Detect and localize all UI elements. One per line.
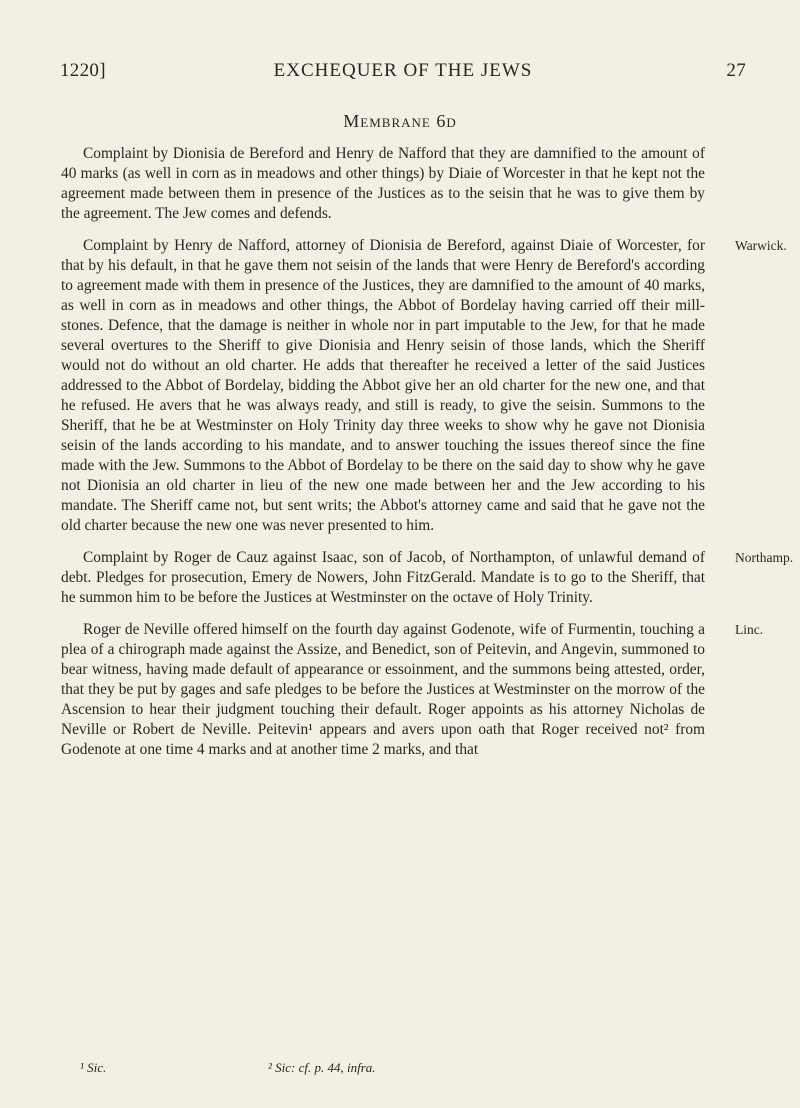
header-year: 1220] [60,60,106,81]
paragraph-text: Complaint by Dionisia de Bereford and Henry de Nafford that they are damnified to the amount of 40 marks (as well in corn as in meadows and other things) by Diaie of Worcester in that he kept not the agreement made between them in presence of the Justices as to the seisin that he was to give them by the agreement. The Jew comes and defends. [61,145,705,222]
paragraph-2 [61,236,787,536]
margin-note-northamp: Northamp. [735,550,794,565]
running-head [60,60,746,82]
section-title: Membrane 6d [343,111,457,131]
footnote-2: ² Sic: cf. p. 44, infra. [268,1060,376,1075]
paragraph-text: Complaint by Roger de Cauz against Isaac, son of Jacob, of Northampton, of unlawful demand of debt. Pledges for prosecution, Emery de Nowers, John FitzGerald. Mandate is to go to the Sheriff, that he summon him to be before the Justices at Westminster on the octave of Holy Trinity. [61,549,705,606]
paragraph-3 [61,548,794,608]
margin-note-linc: Linc. [735,622,764,637]
header-title: EXCHEQUER OF THE JEWS [273,60,533,81]
paragraph-1 [61,144,705,224]
paragraph-4 [61,620,764,760]
paragraph-text: Complaint by Henry de Nafford, attorney of Dionisia de Bereford, against Diaie of Worcester, for that by his default, in that he gave them not seisin of the lands that were Henry de Bereford's according to agreement made with them in presence of the Justices, they are damnified to the amount of 40 marks, as well in corn as in meadows and other things, the Abbot of Bordelay having carried off their mill-stones. Defence, that the damage is neither in whole nor in part imputable to the Jew, for that he made several overtures to the Sheriff to give Dionisia and Henry seisin of those lands, which the Sheriff would not do without an old charter. He adds that thereafter he received a letter of the said Justices addressed to the Abbot of Bordelay, bidding the Abbot give her an old charter for the new one, and that he refused. He avers that he was always ready, and still is ready, to give the seisin. Summons to the Sheriff, that he be at Westminster on Holy Trinity day three weeks to show why he gave not Dionisia seisin of the lands according to his mandate, and to answer touching the issues thereof since the fine made with the Jew. Summons to the Abbot of Bordelay to be there on the said day to show why he gave not Dionisia an old charter in lieu of the new one made between her and the Jew according to his mandate. The Sheriff came not, but sent writs; the Abbot's attorney came and said that he gave not the old charter because the new one was never presented to him. [61,237,705,534]
body-text [61,144,794,772]
page-number: 27 [726,60,746,81]
footnote-1: ¹ Sic. [80,1060,107,1075]
footnotes [80,1060,700,1080]
margin-note-warwick: Warwick. [735,238,787,253]
paragraph-text: Roger de Neville offered himself on the fourth day against Godenote, wife of Furmentin, touching a plea of a chirograph made against the Assize, and Benedict, son of Peitevin, and Angevin, summoned to bear witness, having made default of appearance or essoinment, and the summons being attested, order, that they be put by gages and safe pledges to be before the Justices at Westminster on the morrow of the Ascension to hear their judgment touching their default. Roger appoints as his attorney Nicholas de Neville or Robert de Neville. Peitevin¹ appears and avers upon oath that Roger received not² from Godenote at one time 4 marks and at another time 2 marks, and that [61,621,705,758]
